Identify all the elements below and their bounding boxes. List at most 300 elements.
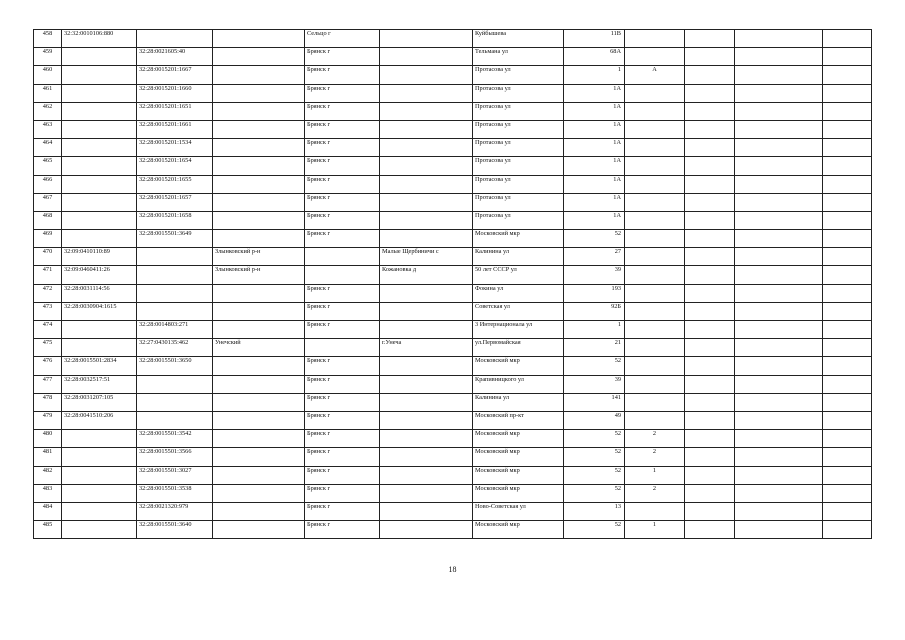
table-row: [34, 521, 872, 539]
row-number: 470: [34, 248, 62, 266]
table-row: [34, 48, 872, 66]
district-cell: [213, 321, 305, 339]
empty-cell: [823, 339, 872, 357]
empty-cell: [823, 411, 872, 429]
settlement-cell: [380, 139, 473, 157]
extra-cell: [685, 302, 735, 320]
house-cell: 1А: [564, 102, 625, 120]
empty-cell: [823, 120, 872, 138]
empty-cell: [735, 102, 823, 120]
cadastral-number-cell: [137, 284, 213, 302]
extra-cell: [685, 66, 735, 84]
settlement-cell: [380, 411, 473, 429]
city-cell: Брянск г: [305, 175, 380, 193]
settlement-cell: [380, 375, 473, 393]
street-cell: Ново-Советская ул: [473, 502, 564, 520]
district-cell: [213, 521, 305, 539]
empty-cell: [735, 139, 823, 157]
settlement-cell: [380, 230, 473, 248]
row-number: 460: [34, 66, 62, 84]
cadastral-number-cell: 32:28:0015501:3649: [137, 230, 213, 248]
row-number: 458: [34, 30, 62, 48]
row-number: 479: [34, 411, 62, 429]
empty-cell: [735, 175, 823, 193]
cadastral-number-cell: 32:28:0015201:1654: [137, 157, 213, 175]
empty-cell: [823, 357, 872, 375]
building-cell: 2: [625, 484, 685, 502]
table-row: [34, 102, 872, 120]
cadastral-number-cell: 32:28:0015201:1660: [137, 84, 213, 102]
house-cell: 92Б: [564, 302, 625, 320]
district-cell: [213, 193, 305, 211]
settlement-cell: [380, 175, 473, 193]
cadastral-number-cell: 32:28:0015501:3650: [137, 357, 213, 375]
district-cell: [213, 230, 305, 248]
building-cell: 2: [625, 448, 685, 466]
cadastral-number-cell: 32:28:0031114:56: [62, 284, 137, 302]
building-cell: [625, 302, 685, 320]
street-cell: Тельмана ул: [473, 48, 564, 66]
settlement-cell: [380, 120, 473, 138]
street-cell: 3 Интернационала ул: [473, 321, 564, 339]
cadastral-number-cell: [62, 48, 137, 66]
house-cell: 1А: [564, 193, 625, 211]
building-cell: 1: [625, 466, 685, 484]
city-cell: Брянск г: [305, 448, 380, 466]
empty-cell: [735, 84, 823, 102]
district-cell: [213, 211, 305, 229]
row-number: 476: [34, 357, 62, 375]
city-cell: Брянск г: [305, 84, 380, 102]
street-cell: Московский мкр: [473, 430, 564, 448]
cadastral-number-cell: 32:28:0015501:3566: [137, 448, 213, 466]
cadastral-number-cell: 32:28:0041510:206: [62, 411, 137, 429]
cadastral-number-cell: [62, 484, 137, 502]
empty-cell: [735, 284, 823, 302]
empty-cell: [823, 430, 872, 448]
settlement-cell: [380, 430, 473, 448]
settlement-cell: [380, 502, 473, 520]
table-row: [34, 375, 872, 393]
district-cell: [213, 175, 305, 193]
house-cell: 1А: [564, 139, 625, 157]
cadastral-number-cell: [62, 102, 137, 120]
settlement-cell: [380, 48, 473, 66]
empty-cell: [735, 120, 823, 138]
city-cell: Брянск г: [305, 302, 380, 320]
row-number: 481: [34, 448, 62, 466]
row-number: 459: [34, 48, 62, 66]
settlement-cell: [380, 193, 473, 211]
empty-cell: [735, 357, 823, 375]
house-cell: 52: [564, 357, 625, 375]
street-cell: Протасова ул: [473, 66, 564, 84]
city-cell: Брянск г: [305, 430, 380, 448]
district-cell: [213, 448, 305, 466]
cadastral-number-cell: [137, 375, 213, 393]
city-cell: [305, 339, 380, 357]
empty-cell: [735, 211, 823, 229]
table-row: [34, 284, 872, 302]
row-number: 462: [34, 102, 62, 120]
building-cell: [625, 248, 685, 266]
street-cell: Куйбышева: [473, 30, 564, 48]
settlement-cell: [380, 102, 473, 120]
table-row: [34, 430, 872, 448]
extra-cell: [685, 248, 735, 266]
table-row: [34, 193, 872, 211]
city-cell: Брянск г: [305, 393, 380, 411]
house-cell: 21: [564, 339, 625, 357]
city-cell: Брянск г: [305, 321, 380, 339]
house-cell: 49: [564, 411, 625, 429]
cadastral-number-cell: 32:27:0430135:462: [137, 339, 213, 357]
cadastral-number-cell: [62, 193, 137, 211]
house-cell: 52: [564, 521, 625, 539]
street-cell: Калинина ул: [473, 393, 564, 411]
extra-cell: [685, 211, 735, 229]
city-cell: Брянск г: [305, 157, 380, 175]
empty-cell: [823, 284, 872, 302]
extra-cell: [685, 84, 735, 102]
empty-cell: [823, 521, 872, 539]
empty-cell: [735, 484, 823, 502]
extra-cell: [685, 466, 735, 484]
street-cell: Протасова ул: [473, 193, 564, 211]
extra-cell: [685, 30, 735, 48]
empty-cell: [823, 211, 872, 229]
cadastral-number-cell: [137, 266, 213, 284]
table-row: [34, 84, 872, 102]
extra-cell: [685, 357, 735, 375]
cadastral-number-cell: 32:28:0030904:1615: [62, 302, 137, 320]
house-cell: 1А: [564, 175, 625, 193]
settlement-cell: [380, 393, 473, 411]
extra-cell: [685, 175, 735, 193]
street-cell: Московский мкр: [473, 484, 564, 502]
row-number: 468: [34, 211, 62, 229]
row-number: 483: [34, 484, 62, 502]
district-cell: [213, 484, 305, 502]
row-number: 478: [34, 393, 62, 411]
table-row: [34, 157, 872, 175]
house-cell: 52: [564, 484, 625, 502]
city-cell: Брянск г: [305, 466, 380, 484]
building-cell: [625, 157, 685, 175]
register-table: [33, 29, 872, 539]
building-cell: [625, 120, 685, 138]
cadastral-number-cell: [62, 66, 137, 84]
empty-cell: [735, 230, 823, 248]
city-cell: Сельцо г: [305, 30, 380, 48]
house-cell: 1: [564, 321, 625, 339]
district-cell: [213, 139, 305, 157]
building-cell: 2: [625, 430, 685, 448]
extra-cell: [685, 448, 735, 466]
row-number: 482: [34, 466, 62, 484]
empty-cell: [823, 102, 872, 120]
table-row: [34, 357, 872, 375]
row-number: 480: [34, 430, 62, 448]
cadastral-number-cell: 32:28:0014803:271: [137, 321, 213, 339]
district-cell: [213, 120, 305, 138]
city-cell: Брянск г: [305, 139, 380, 157]
cadastral-number-cell: [62, 521, 137, 539]
district-cell: [213, 48, 305, 66]
extra-cell: [685, 502, 735, 520]
empty-cell: [735, 393, 823, 411]
settlement-cell: [380, 157, 473, 175]
building-cell: [625, 266, 685, 284]
cadastral-number-cell: [62, 339, 137, 357]
extra-cell: [685, 321, 735, 339]
row-number: 484: [34, 502, 62, 520]
cadastral-number-cell: 32:28:0015501:2834: [62, 357, 137, 375]
row-number: 471: [34, 266, 62, 284]
table-row: [34, 230, 872, 248]
building-cell: [625, 102, 685, 120]
cadastral-number-cell: 32:28:0015501:3542: [137, 430, 213, 448]
street-cell: Московский мкр: [473, 448, 564, 466]
house-cell: 1А: [564, 157, 625, 175]
settlement-cell: Малые Щербиничи с: [380, 248, 473, 266]
settlement-cell: [380, 521, 473, 539]
table-row: [34, 120, 872, 138]
table-row: [34, 411, 872, 429]
city-cell: Брянск г: [305, 502, 380, 520]
city-cell: Брянск г: [305, 357, 380, 375]
table-row: [34, 502, 872, 520]
settlement-cell: Кожановка д: [380, 266, 473, 284]
row-number: 467: [34, 193, 62, 211]
register-table-body: [34, 30, 872, 539]
extra-cell: [685, 230, 735, 248]
cadastral-number-cell: [62, 211, 137, 229]
cadastral-number-cell: 32:28:0015501:3640: [137, 521, 213, 539]
street-cell: Крапивницкого ул: [473, 375, 564, 393]
empty-cell: [735, 430, 823, 448]
district-cell: [213, 466, 305, 484]
cadastral-number-cell: [62, 139, 137, 157]
row-number: 473: [34, 302, 62, 320]
district-cell: [213, 157, 305, 175]
extra-cell: [685, 48, 735, 66]
cadastral-number-cell: [62, 120, 137, 138]
empty-cell: [735, 266, 823, 284]
empty-cell: [735, 248, 823, 266]
district-cell: [213, 502, 305, 520]
street-cell: Протасова ул: [473, 157, 564, 175]
street-cell: Московский пр-кт: [473, 411, 564, 429]
empty-cell: [735, 321, 823, 339]
house-cell: 52: [564, 230, 625, 248]
house-cell: 52: [564, 466, 625, 484]
settlement-cell: [380, 211, 473, 229]
city-cell: Брянск г: [305, 102, 380, 120]
house-cell: 141: [564, 393, 625, 411]
cadastral-number-cell: 32:28:0021320:979: [137, 502, 213, 520]
cadastral-number-cell: 32:28:0015201:1655: [137, 175, 213, 193]
house-cell: 193: [564, 284, 625, 302]
table-row: [34, 339, 872, 357]
settlement-cell: [380, 30, 473, 48]
empty-cell: [823, 193, 872, 211]
street-cell: Фокина ул: [473, 284, 564, 302]
empty-cell: [735, 502, 823, 520]
street-cell: Советская ул: [473, 302, 564, 320]
empty-cell: [823, 66, 872, 84]
empty-cell: [823, 393, 872, 411]
cadastral-number-cell: 32:28:0015501:3027: [137, 466, 213, 484]
settlement-cell: [380, 66, 473, 84]
empty-cell: [735, 521, 823, 539]
cadastral-number-cell: 32:09:0460411:26: [62, 266, 137, 284]
city-cell: Брянск г: [305, 193, 380, 211]
cadastral-number-cell: [62, 230, 137, 248]
building-cell: [625, 193, 685, 211]
empty-cell: [823, 230, 872, 248]
empty-cell: [735, 66, 823, 84]
house-cell: 13: [564, 502, 625, 520]
building-cell: [625, 284, 685, 302]
empty-cell: [823, 84, 872, 102]
building-cell: [625, 502, 685, 520]
row-number: 469: [34, 230, 62, 248]
cadastral-number-cell: 32:28:0031207:105: [62, 393, 137, 411]
building-cell: [625, 48, 685, 66]
street-cell: Протасова ул: [473, 211, 564, 229]
cadastral-number-cell: [62, 466, 137, 484]
row-number: 465: [34, 157, 62, 175]
building-cell: А: [625, 66, 685, 84]
city-cell: Брянск г: [305, 230, 380, 248]
settlement-cell: [380, 466, 473, 484]
city-cell: Брянск г: [305, 120, 380, 138]
cadastral-number-cell: [137, 393, 213, 411]
street-cell: Протасова ул: [473, 139, 564, 157]
empty-cell: [823, 139, 872, 157]
table-row: [34, 266, 872, 284]
settlement-cell: [380, 84, 473, 102]
building-cell: [625, 375, 685, 393]
district-cell: [213, 411, 305, 429]
house-cell: 1: [564, 66, 625, 84]
cadastral-number-cell: 32:28:0015201:1667: [137, 66, 213, 84]
city-cell: Брянск г: [305, 66, 380, 84]
extra-cell: [685, 139, 735, 157]
city-cell: Брянск г: [305, 211, 380, 229]
empty-cell: [823, 175, 872, 193]
extra-cell: [685, 120, 735, 138]
empty-cell: [735, 48, 823, 66]
cadastral-number-cell: 32:28:0015201:1651: [137, 102, 213, 120]
house-cell: 39: [564, 266, 625, 284]
empty-cell: [735, 411, 823, 429]
table-row: [34, 30, 872, 48]
extra-cell: [685, 521, 735, 539]
empty-cell: [823, 448, 872, 466]
empty-cell: [823, 375, 872, 393]
district-cell: [213, 66, 305, 84]
cadastral-number-cell: [137, 411, 213, 429]
row-number: 472: [34, 284, 62, 302]
cadastral-number-cell: [62, 448, 137, 466]
extra-cell: [685, 375, 735, 393]
settlement-cell: [380, 302, 473, 320]
table-row: [34, 393, 872, 411]
district-cell: [213, 375, 305, 393]
settlement-cell: [380, 284, 473, 302]
empty-cell: [735, 157, 823, 175]
street-cell: Московский мкр: [473, 466, 564, 484]
cadastral-number-cell: [137, 302, 213, 320]
cadastral-number-cell: [137, 30, 213, 48]
building-cell: [625, 393, 685, 411]
district-cell: [213, 430, 305, 448]
house-cell: 52: [564, 448, 625, 466]
empty-cell: [823, 48, 872, 66]
row-number: 463: [34, 120, 62, 138]
empty-cell: [823, 302, 872, 320]
house-cell: 52: [564, 430, 625, 448]
cadastral-number-cell: 32:28:0015201:1661: [137, 120, 213, 138]
house-cell: 1А: [564, 120, 625, 138]
cadastral-number-cell: [62, 175, 137, 193]
row-number: 474: [34, 321, 62, 339]
empty-cell: [823, 321, 872, 339]
settlement-cell: [380, 321, 473, 339]
table-row: [34, 139, 872, 157]
table-row: [34, 66, 872, 84]
settlement-cell: г.Унеча: [380, 339, 473, 357]
empty-cell: [823, 502, 872, 520]
row-number: 461: [34, 84, 62, 102]
extra-cell: [685, 102, 735, 120]
table-row: [34, 211, 872, 229]
empty-cell: [735, 339, 823, 357]
building-cell: [625, 175, 685, 193]
district-cell: [213, 284, 305, 302]
table-row: [34, 321, 872, 339]
empty-cell: [823, 157, 872, 175]
extra-cell: [685, 411, 735, 429]
cadastral-number-cell: [62, 502, 137, 520]
building-cell: [625, 357, 685, 375]
cadastral-number-cell: 32:28:0015201:1657: [137, 193, 213, 211]
extra-cell: [685, 339, 735, 357]
building-cell: [625, 30, 685, 48]
table-row: [34, 302, 872, 320]
cadastral-number-cell: 32:28:0015201:1534: [137, 139, 213, 157]
street-cell: 50 лет СССР ул: [473, 266, 564, 284]
cadastral-number-cell: [137, 248, 213, 266]
house-cell: 27: [564, 248, 625, 266]
settlement-cell: [380, 357, 473, 375]
cadastral-number-cell: 32:28:0021605:40: [137, 48, 213, 66]
cadastral-number-cell: [62, 84, 137, 102]
empty-cell: [823, 484, 872, 502]
building-cell: [625, 211, 685, 229]
empty-cell: [735, 448, 823, 466]
cadastral-number-cell: 32:28:0032517:51: [62, 375, 137, 393]
city-cell: Брянск г: [305, 284, 380, 302]
extra-cell: [685, 193, 735, 211]
row-number: 464: [34, 139, 62, 157]
building-cell: [625, 230, 685, 248]
empty-cell: [735, 193, 823, 211]
street-cell: Протасова ул: [473, 120, 564, 138]
street-cell: Протасова ул: [473, 84, 564, 102]
